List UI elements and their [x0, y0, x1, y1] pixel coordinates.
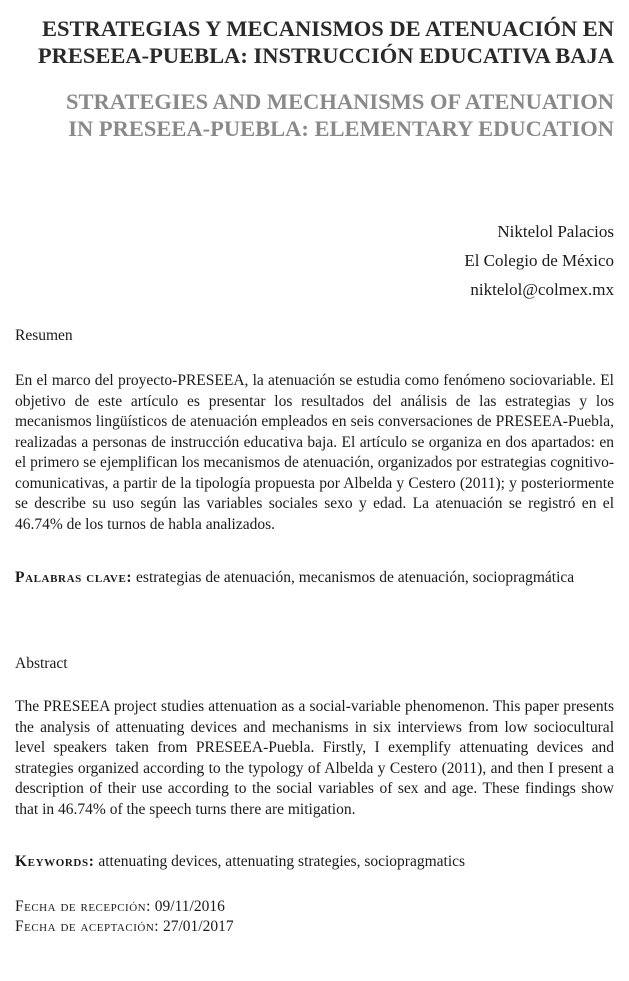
- reception-value: 09/11/2016: [154, 898, 225, 915]
- author-affiliation: El Colegio de México: [464, 251, 614, 270]
- palabras-clave-label: Palabras clave:: [15, 569, 133, 586]
- acceptance-label: Fecha de aceptación:: [15, 918, 160, 935]
- reception-label: Fecha de recepción:: [15, 898, 151, 915]
- author-block: [464, 217, 614, 304]
- reception-date: [15, 897, 234, 917]
- resumen-text: En el marco del proyecto-PRESEEA, la atenuación se estudia como fenómeno sociovariable. El objetivo de este artículo es presentar los resultados del análisis de las estrategias y los mecanismos lingüísticos de atenuación empleados en seis conversaciones de PRESEEA-Puebla, realizadas a personas de instrucción educativa baja. El artículo se organiza en dos apartados: en el primero se ejemplifican los mecanismos de atenuación, organizados por estrategias cognitivo-comunicativas, a partir de la tipología propuesta por Albelda y Cestero (2011); y posteriormente se describe su uso según las variables sociales sexo y edad. La atenuación se registró en el 46.74% de los turnos de habla analizados.: [15, 372, 614, 533]
- title-english-line1: STRATEGIES AND MECHANISMS OF ATENUATION: [65, 89, 614, 114]
- palabras-clave-text: estrategias de atenuación, mecanismos de atenuación, sociopragmática: [136, 569, 575, 586]
- abstract-text: The PRESEEA project studies attenuation as a social-variable phenomenon. This paper presents the analysis of attenuating devices and mechanisms in six interviews from low sociocultural level speakers taken from PRESEEA-Puebla. Firstly, I exemplify attenuating devices and strategies organized according to the typology of Albelda y Cestero (2011), and then I present a description of their use according to the social variables of sex and age. These findings show that in 46.74% of the speech turns there are mitigation.: [15, 698, 614, 818]
- title-spanish-line2: PRESEEA-PUEBLA: INSTRUCCIÓN EDUCATIVA BAJA: [37, 43, 614, 68]
- resumen-heading: Resumen: [15, 327, 73, 344]
- title-spanish-line1: ESTRATEGIAS Y MECANISMOS DE ATENUACIÓN EN: [42, 16, 614, 41]
- title-english-line2: IN PRESEEA-PUEBLA: ELEMENTARY EDUCATION: [68, 116, 614, 141]
- author-name: Niktelol Palacios: [497, 222, 614, 241]
- author-email: niktelol@colmex.mx: [470, 280, 614, 299]
- acceptance-value: 27/01/2017: [162, 918, 234, 935]
- acceptance-date: [15, 917, 234, 937]
- title-spanish: [14, 15, 614, 69]
- abstract-heading: Abstract: [15, 655, 68, 672]
- keywords: [15, 852, 614, 873]
- palabras-clave: [15, 568, 614, 589]
- title-english: [14, 88, 614, 142]
- keywords-text: attenuating devices, attenuating strategies, sociopragmatics: [98, 853, 466, 870]
- keywords-label: Keywords:: [15, 853, 95, 870]
- dates-block: [15, 897, 234, 937]
